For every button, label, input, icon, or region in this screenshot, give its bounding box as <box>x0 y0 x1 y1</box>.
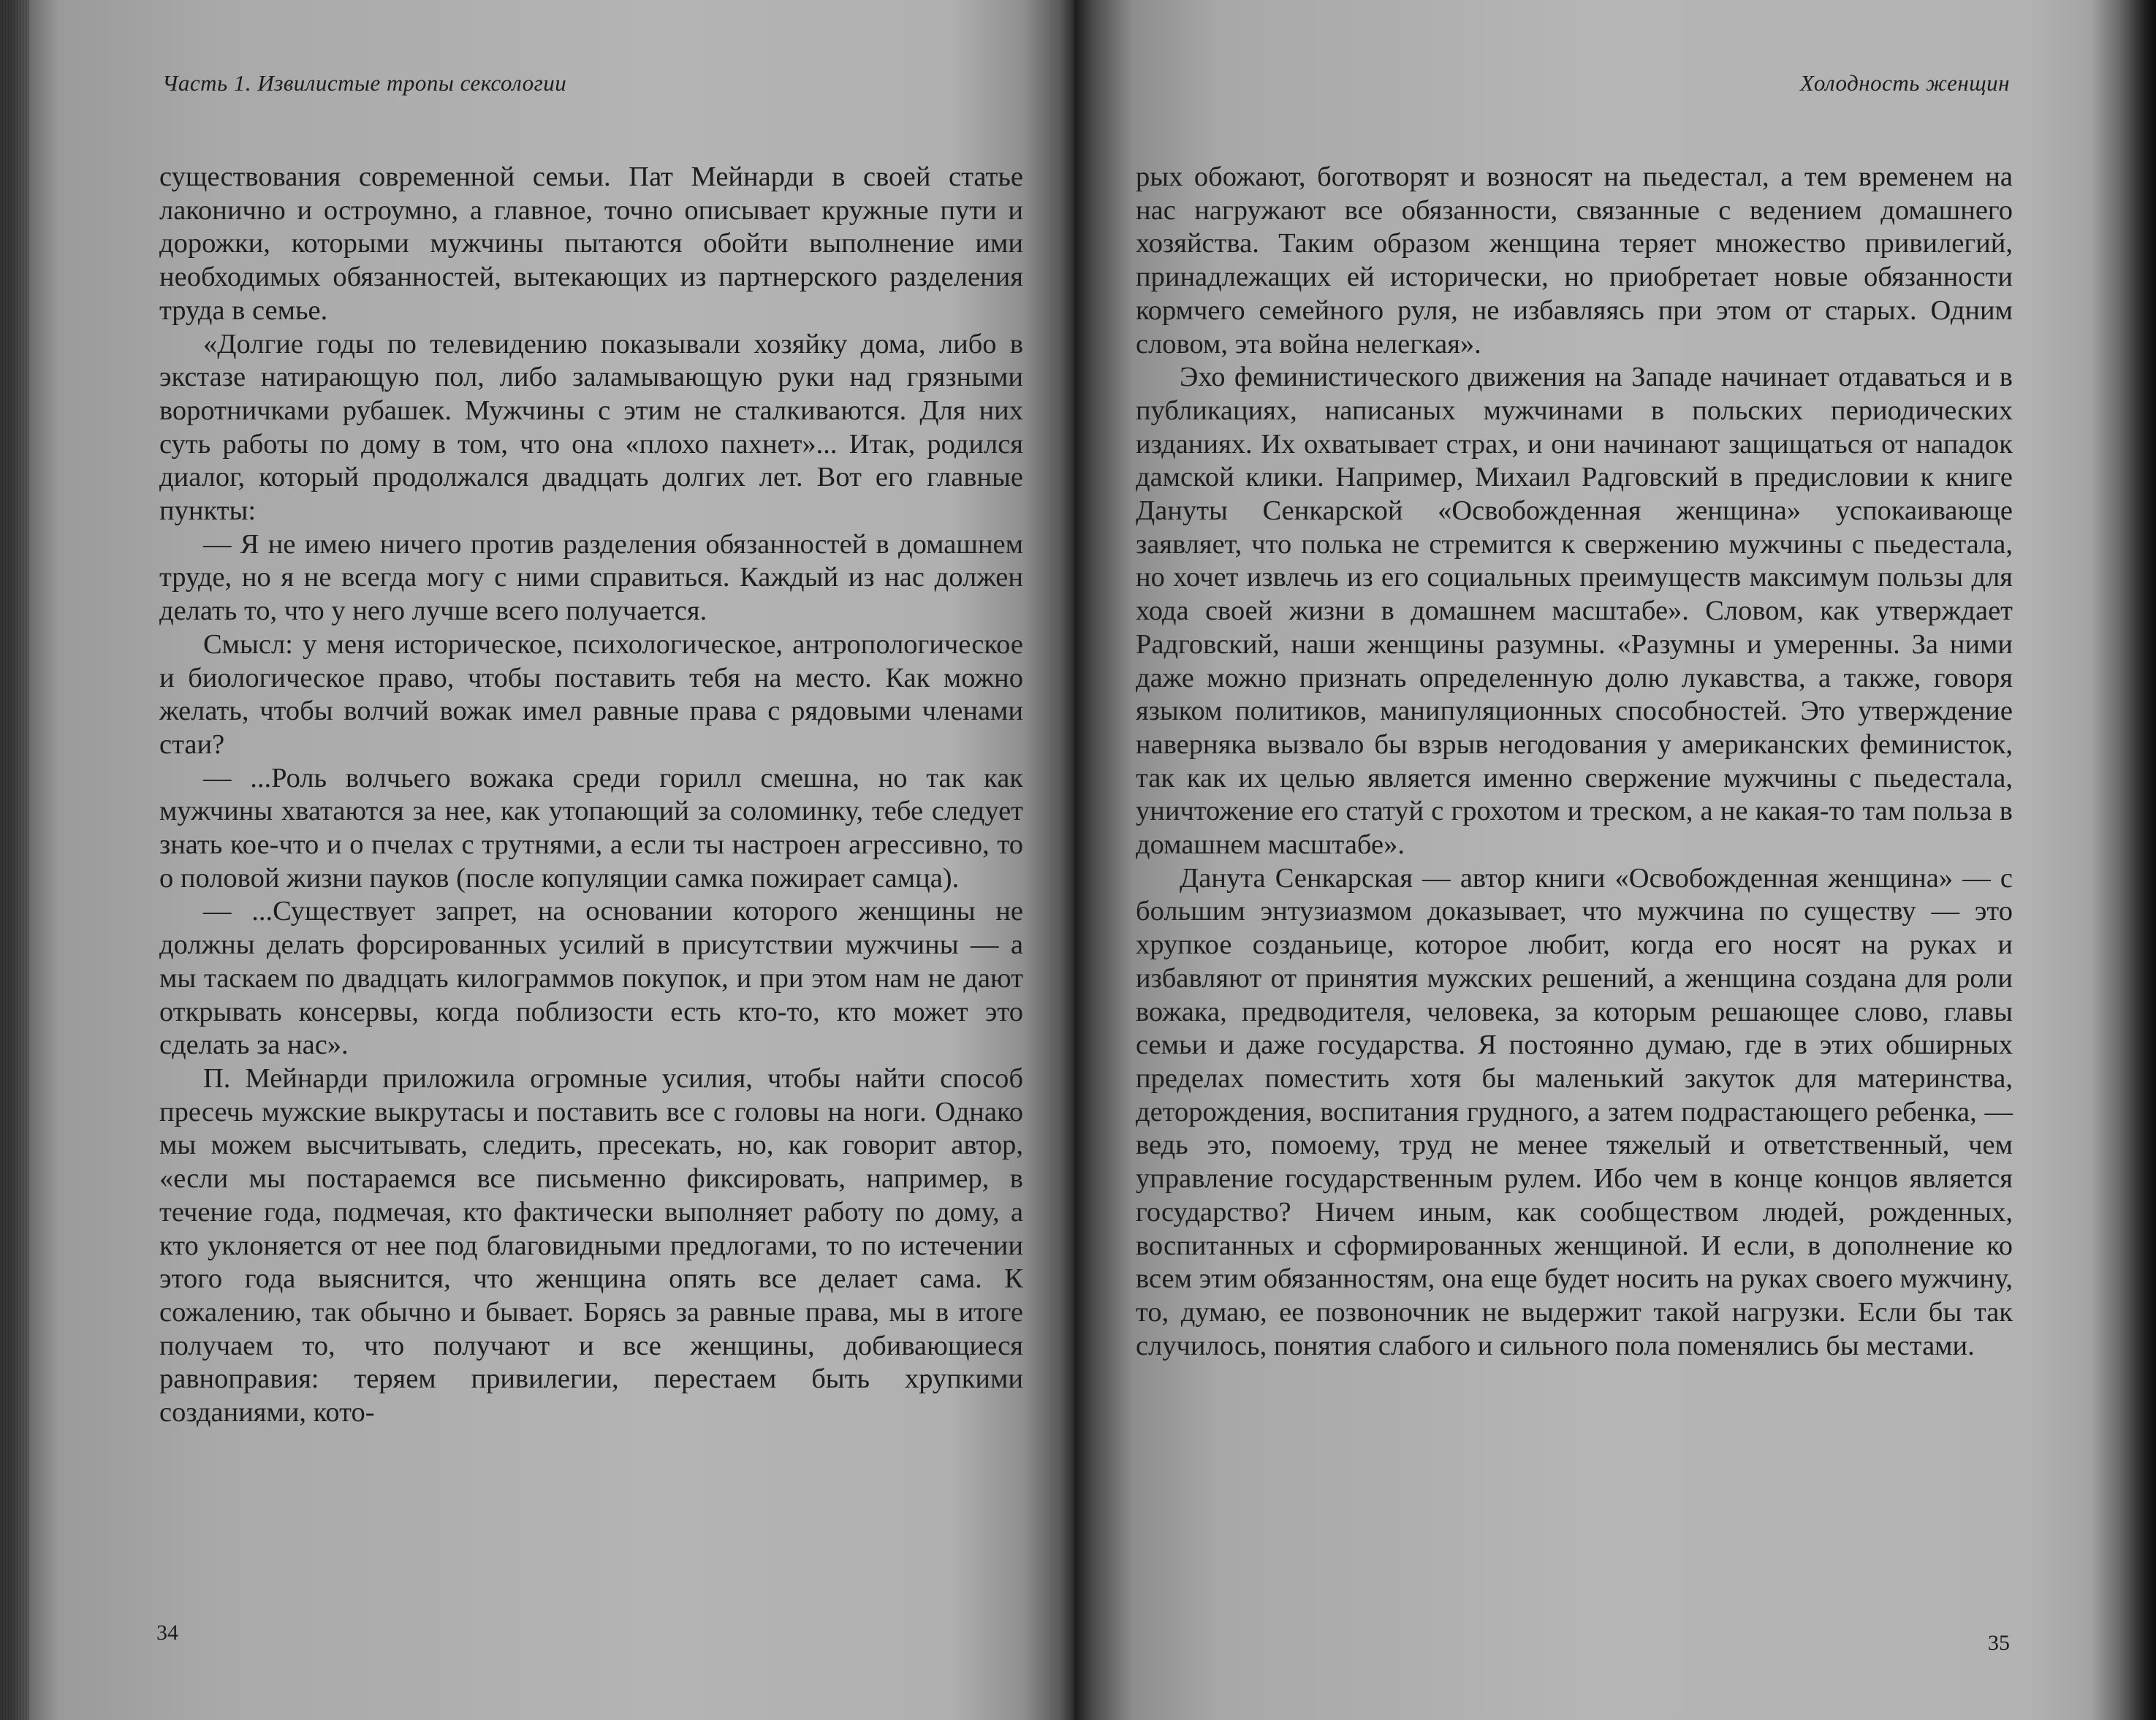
paragraph: рых обожают, боготворят и возносят на пьедестал, а тем временем на нас нагружают все обязанности, связанные с ведением домашнего хозяйства. Таким образом женщина теряет множество привилегий, принадлежащих ей исторически, но приобретает новые обязанности кормчего семейного руля, не избавляясь при этом от старых. Одним словом, эта война нелегкая». <box>1136 161 2013 359</box>
paragraph: — ...Существует запрет, на основании которого женщины не должны делать форсированных усилий в присутствии мужчины — а мы таскаем по двадцать килограммов покупок, и при этом нам не дают открывать консервы, когда поблизости есть кто-то, кто может это сделать за нас». <box>159 896 1023 1061</box>
paragraph: Данута Сенкарская — автор книги «Освобожденная женщина» — с большим энтузиазмом доказывает, что мужчина по существу — это хрупкое созданьице, которое любит, когда его носят на руках и избавляют от принятия мужских решений, а женщина создана для роли вожака, предводителя, человека, за которым решающее слово, главы семьи и даже государства. Я постоянно думаю, где в этих обширных пределах поместить хотя бы маленький закуток для материнства, деторождения, воспитания грудного, а затем подрастающего ребенка, — ведь это, помоему, труд не менее тяжелый и ответственный, чем управление государственным рулем. Ибо чем в конце концов является государство? Ничем иным, как сообществом людей, рожденных, воспитанных и сформированных женщиной. И если, в дополнение ко всем этим обязанностям, она еще будет носить на руках своего мужчину, то, думаю, ее позвоночник не выдержит такой нагрузки. Если бы так случилось, понятия слабого и сильного пола поменялись бы местами. <box>1136 862 2013 1361</box>
paragraph: «Долгие годы по телевидению показывали хозяйку дома, либо в экстазе натирающую пол, либо заламывающую руки над грязными воротничками рубашек. Мужчины с этим не сталкиваются. Для них суть работы по дому в том, что она «плохо пахнет»... Итак, родился диалог, который продолжался двадцать долгих лет. Вот его главные пункты: <box>159 328 1023 527</box>
left-page <box>0 0 1074 1720</box>
paragraph: — Я не имею ничего против разделения обязанностей в домашнем труде, но я не всегда могу с ними справиться. Каждый из нас должен делать то, что у него лучше всего получается. <box>159 528 1023 627</box>
page-number: 35 <box>1988 1631 2010 1655</box>
paragraph: — ...Роль волчьего вожака среди горилл смешна, но так как мужчины хватаются за нее, как утопающий за соломинку, тебе следует знать кое-что и о пчелах с трутнями, а если ты настроен агрессивно, то о половой жизни пауков (после копуляции самка пожирает самца). <box>159 762 1023 894</box>
body-text <box>159 161 1023 1430</box>
paragraph: Смысл: у меня историческое, психологическое, антропологическое и биологическое право, чтобы поставить тебя на место. Как можно желать, чтобы волчий вожак имел равные права с рядовыми членами стаи? <box>159 628 1023 760</box>
body-text <box>1136 161 2013 1363</box>
running-head: Холодность женщин <box>1800 70 2010 96</box>
right-page <box>1074 0 2156 1720</box>
paragraph: П. Мейнарди приложила огромные усилия, чтобы найти способ пресечь мужские выкрутасы и поставить все с головы на ноги. Однако мы можем высчитывать, следить, пресекать, но, как говорит автор, «если мы постараемся все письменно фиксировать, например, в течение года, подмечая, кто фактически выполняет работу по дому, а кто уклоняется от нее под благовидными предлогами, то по истечении этого года выяснится, что женщина опять все делает сама. К сожалению, так обычно и бывает. Борясь за равные права, мы в итоге получаем то, что получают и все женщины, добивающиеся равноправия: теряем привилегии, перестаем быть хрупкими созданиями, кото- <box>159 1062 1023 1428</box>
page-edges <box>0 0 29 1720</box>
page-number: 34 <box>156 1621 178 1645</box>
paragraph: Эхо феминистического движения на Западе начинает отдаваться и в публикациях, написаных мужчинами в польских периодических изданиях. Их охватывает страх, и они начинают защищаться от нападок дамской клики. Например, Михаил Радговский в предисловии к книге Дануты Сенкарской «Освобожденная женщина» успокаивающе заявляет, что полька не стремится к свержению мужчины с пьедестала, но хочет извлечь из его социальных преимуществ максимум пользы для хода своей жизни в домашнем масштабе». Словом, как утверждает Радговский, наши женщины разумны. «Разумны и умеренны. За ними даже можно признать определенную долю лукавства, а также, говоря языком политиков, манипуляционных способностей. Это утверждение наверняка вызвало бы взрыв негодования у американских феминисток, так как их целью является именно свержение мужчины с пьедестала, уничтожение его статуй с грохотом и треском, а не какая-то там польза в домашнем масштабе». <box>1136 362 2013 861</box>
paragraph: существования современной семьи. Пат Мейнарди в своей статье лаконично и остроумно, а главное, точно описывает кружные пути и дорожки, которыми мужчины пытаются обойти выполнение ими необходимых обязанностей, вытекающих из партнерского разделения труда в семье. <box>159 161 1023 326</box>
running-head: Часть 1. Извилистые тропы сексологии <box>162 70 567 96</box>
